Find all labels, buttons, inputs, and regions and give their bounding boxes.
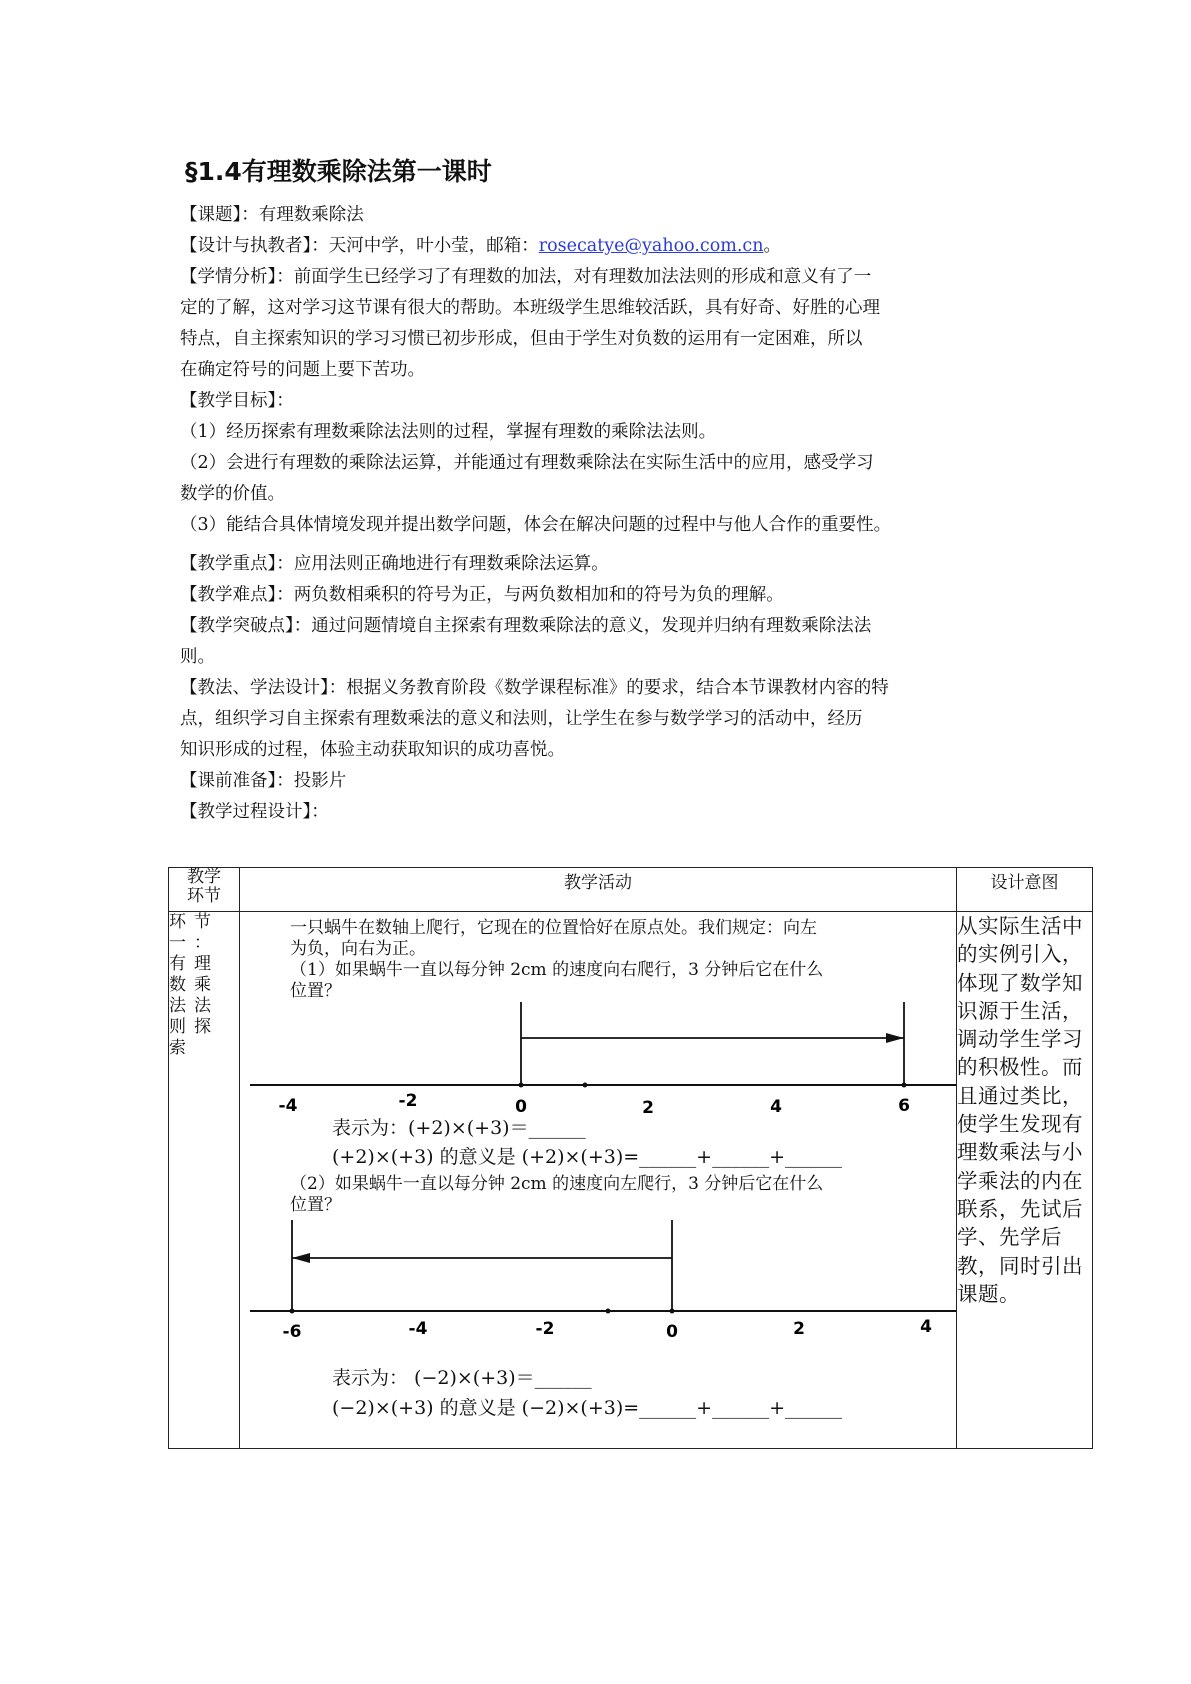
tick-label: 2 [642,1098,654,1117]
activity-intro-line: 为负，向右为正。 [290,939,426,959]
designer-suffix: 。 [763,236,781,256]
tick-dot [606,1309,611,1314]
email-link[interactable]: rosecatye@yahoo.com.cn [538,236,764,256]
tick-label: 4 [920,1317,932,1337]
arrow-head [292,1253,310,1263]
header-stage-label: 教学环节 [186,867,221,906]
goal-line: （3）能结合具体情境发现并提出数学问题，体会在解决问题的过程中与他人合作的重要性。 [180,515,892,535]
tick-label: 6 [898,1096,910,1116]
expression-2: 表示为： (−2)×(+3)＝______ [332,1367,592,1389]
meaning-1: (+2)×(+3) 的意义是 (+2)×(+3)=______+______+______ [332,1146,843,1168]
designer-prefix: 【设计与执教者】：天河中学，叶小莹，邮箱： [180,236,539,256]
tick-label: -2 [398,1091,418,1111]
header-stage [169,868,240,912]
breakthrough-line: 【教学突破点】：通过问题情境自主探索有理数乘除法的意义，发现并归纳有理数乘除法法 [180,616,872,636]
tick-label: 2 [793,1319,805,1339]
difficulty-line: 【教学难点】：两负数相乘积的符号为正，与两负数相加和的符号为负的理解。 [180,585,784,605]
stage-cell: 环节一：有理数乘法法则探索 [169,912,240,1449]
tick-dot [290,1309,295,1314]
table-row [169,912,1093,1449]
question-1-line: 位置？ [290,981,341,1001]
analysis-line: 在确定符号的问题上要下苦功。 [180,360,425,380]
tick-label: 0 [515,1097,527,1117]
question-2-line: 位置？ [290,1195,341,1215]
meaning-2: (−2)×(+3) 的意义是 (−2)×(+3)=______+______+______ [332,1397,843,1419]
subject-line: 【课题】：有理数乘除法 [180,205,364,225]
method-line: 点，组织学习自主探索有理数乘法的意义和法则，让学生在参与数学学习的活动中，经历 [180,709,863,729]
activity-content [240,912,956,1448]
table-header-row [169,868,1093,912]
key-point-line: 【教学重点】：应用法则正确地进行有理数乘除法运算。 [180,554,609,574]
analysis-line: 定的了解，这对学习这节课有很大的帮助。本班级学生思维较活跃，具有好奇、好胜的心理 [180,298,880,318]
goal-line: 数学的价值。 [180,484,285,504]
arrow-head [886,1033,904,1043]
question-1-line: （1）如果蜗牛一直以每分钟 2cm 的速度向右爬行，3 分钟后它在什么 [290,960,824,980]
analysis-line: 【学情分析】：前面学生已经学习了有理数的加法，对有理数加法法则的形成和意义有了一 [180,267,872,287]
activity-cell [240,912,957,1449]
tick-label: -4 [278,1096,298,1116]
tick-dot [519,1083,524,1088]
expression-1: 表示为：(+2)×(+3)＝______ [332,1117,586,1139]
header-activity: 教学活动 [240,868,957,912]
tick-label: 4 [770,1097,782,1117]
page-title: §1.4有理数乘除法第一课时 [185,157,492,186]
tick-label: -4 [408,1319,428,1339]
process-line: 【教学过程设计】： [180,802,329,822]
tick-dot [670,1309,675,1314]
question-2-line: （2）如果蜗牛一直以每分钟 2cm 的速度向左爬行，3 分钟后它在什么 [290,1174,824,1194]
header-intent: 设计意图 [957,868,1093,912]
method-line: 【教法、学法设计】：根据义务教育阶段《数学课程标准》的要求，结合本节课教材内容的特 [180,678,889,698]
tick-dot [583,1083,588,1088]
preparation-line: 【课前准备】：投影片 [180,771,347,791]
analysis-line: 特点，自主探索知识的学习习惯已初步形成，但由于学生对负数的运用有一定困难，所以 [180,329,863,349]
goal-line: （1）经历探索有理数乘除法法则的过程，掌握有理数的乘除法法则。 [180,422,717,442]
lesson-table [168,867,1093,1449]
tick-label: -2 [535,1319,555,1339]
breakthrough-line: 则。 [180,647,215,667]
tick-dot [902,1083,907,1088]
designer-line [180,231,1030,262]
lesson-intro [180,200,1030,828]
intent-cell: 从实际生活中的实例引入，体现了数学知识源于生活，调动学生学习的积极性。而且通过类比，使学生发现有理数乘法与小学乘法的内在联系，先试后学、先学后教，同时引出课题。 [957,912,1093,1449]
goals-label: 【教学目标】： [180,391,294,411]
tick-label: 0 [666,1322,678,1340]
method-line: 知识形成的过程，体验主动获取知识的成功喜悦。 [180,740,565,760]
tick-label: -6 [282,1322,302,1340]
activity-intro-line: 一只蜗牛在数轴上爬行，它现在的位置恰好在原点处。我们规定：向左 [290,918,817,938]
goal-line: （2）会进行有理数的乘除法运算，并能通过有理数乘除法在实际生活中的应用，感受学习 [180,453,874,473]
number-line-1 [240,1002,956,1117]
number-line-2 [240,1220,956,1340]
